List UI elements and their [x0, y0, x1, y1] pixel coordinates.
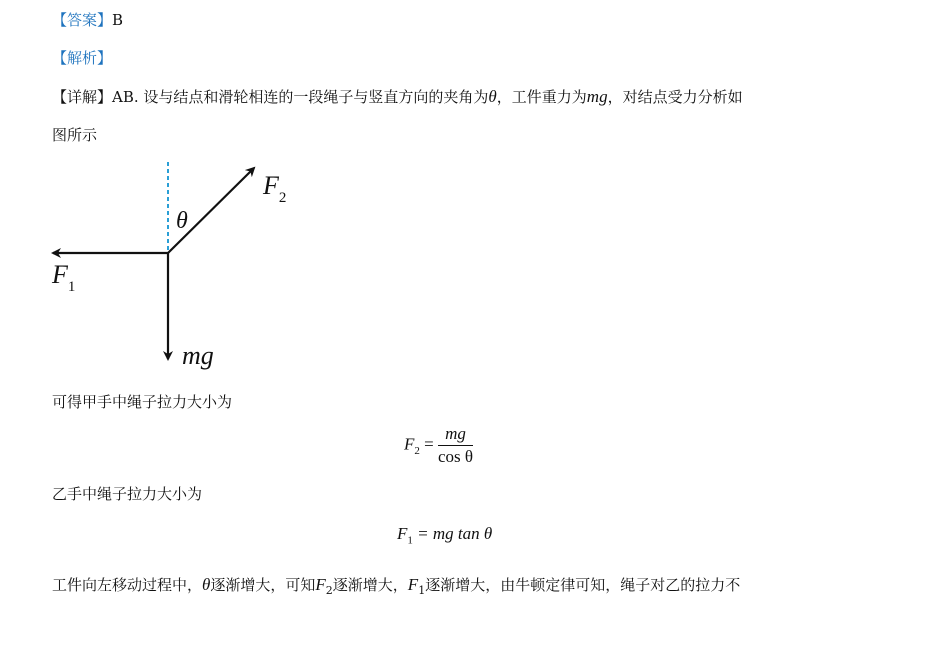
detail-text-b: ，工件重力为	[496, 88, 587, 106]
last-f1-sub: 1	[418, 584, 426, 597]
f2-label-sub: 2	[278, 190, 287, 206]
last-c: 逐渐增大，	[332, 576, 408, 594]
eq2-rhs: = mg tan θ	[412, 524, 493, 543]
detail-tag: 【详解】	[52, 88, 113, 106]
svg-text:F1	[51, 260, 75, 295]
conclusion-line	[52, 575, 740, 601]
last-f1: F	[407, 575, 419, 594]
last-f2-sub: 2	[325, 584, 333, 597]
text1: 可得甲手中绳子拉力大小为	[52, 393, 233, 411]
answer-value: B	[112, 11, 124, 29]
last-f2: F	[315, 575, 326, 594]
detail-text-c: ，对结点受力分析如	[607, 88, 743, 106]
equation-f2	[404, 424, 473, 467]
text-f2-intro	[52, 392, 232, 412]
detail-mg: mg	[586, 87, 608, 106]
text-f1-intro	[52, 484, 202, 504]
text2: 乙手中绳子拉力大小为	[52, 485, 203, 503]
last-d: 逐渐增大，由牛顿定律可知，绳子对乙的拉力不	[425, 576, 741, 594]
detail-text-a: AB. 设与结点和滑轮相连的一段绳子与竖直方向的夹角为	[112, 88, 489, 106]
mg-label: mg	[182, 341, 214, 370]
f1-label: F	[52, 260, 68, 289]
eq1-fraction	[438, 424, 473, 467]
svg-text:F2	[262, 171, 286, 206]
last-theta: θ	[202, 575, 211, 594]
eq2-lhs: F	[397, 524, 408, 543]
last-a: 工件向左移动过程中，	[52, 576, 203, 594]
eq1-numerator: mg	[438, 424, 473, 446]
last-b: 逐渐增大，可知	[210, 576, 316, 594]
eq1-denominator: cos θ	[437, 447, 474, 466]
analysis-tag: 【解析】	[52, 49, 113, 67]
answer-tag: 【答案】	[52, 11, 113, 29]
f2-label: F	[263, 171, 279, 200]
eq1-lhs-sub: 2	[414, 444, 420, 457]
detail-line2-text: 图所示	[52, 126, 98, 144]
equation-f1	[397, 524, 492, 546]
eq1-equals: =	[419, 434, 438, 454]
f1-label-sub: 1	[67, 279, 76, 295]
eq1-lhs: F	[404, 434, 415, 454]
theta-label: θ	[176, 208, 188, 234]
eq2-lhs-sub: 1	[407, 534, 413, 547]
detail-theta: θ	[488, 87, 497, 106]
